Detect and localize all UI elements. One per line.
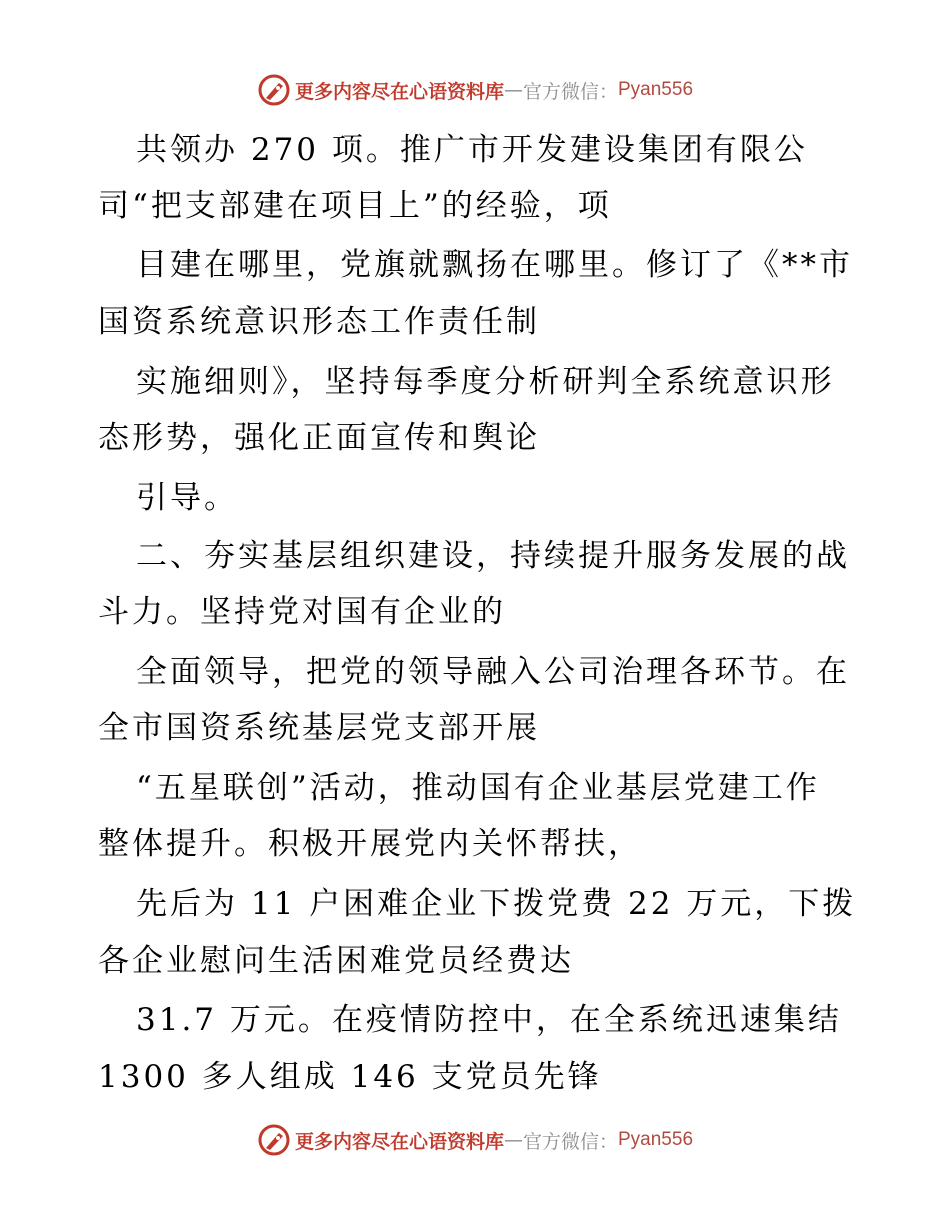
watermark-dash: — (503, 1129, 523, 1151)
text-line: “五星联创”活动，推动国有企业基层党建工作 (136, 770, 820, 806)
text-line: 司“把支部建在项目上”的经验，项 (98, 188, 612, 224)
watermark-sub-text: 官方微信： (522, 1130, 618, 1153)
pen-nib-seal-icon (257, 73, 291, 107)
text-line: 二、夯实基层组织建设，持续提升服务发展的战 (136, 538, 850, 574)
text-line: 各企业慰问生活困难党员经费达 (98, 943, 574, 979)
watermark-main-text: 更多内容尽在心语资料库 (294, 1130, 504, 1153)
text-line: 31.7 万元。在疫情防控中，在全系统迅速集结 (136, 1002, 842, 1038)
text-line: 整体提升。积极开展党内关怀帮扶， (98, 826, 642, 862)
watermark-wechat-id: Pyan556 (618, 79, 694, 100)
text-line: 实施细则》，坚持每季度分析研判全系统意识形 (136, 364, 835, 400)
text-line: 全面领导，把党的领导融入公司治理各环节。在 (136, 654, 850, 690)
footer-watermark (0, 1120, 950, 1160)
watermark-dash: — (503, 79, 523, 101)
text-line: 斗力。坚持党对国有企业的 (98, 594, 506, 630)
text-line: 国资系统意识形态工作责任制 (98, 304, 540, 340)
watermark-sub-text: 官方微信： (522, 80, 618, 103)
header-watermark (0, 70, 950, 110)
text-line: 1300 多人组成 146 支党员先锋 (98, 1059, 602, 1095)
text-line: 先后为 11 户困难企业下拨党费 22 万元，下拨 (136, 886, 857, 922)
watermark-main-text: 更多内容尽在心语资料库 (294, 80, 504, 103)
text-line: 全市国资系统基层党支部开展 (98, 710, 540, 746)
watermark-wechat-id: Pyan556 (618, 1129, 694, 1150)
text-line: 目建在哪里，党旗就飘扬在哪里。修订了《**市 (136, 247, 853, 283)
text-line: 共领办 270 项。推广市开发建设集团有限公 (136, 132, 808, 168)
text-line: 态形势，强化正面宣传和舆论 (98, 420, 540, 456)
pen-nib-seal-icon (257, 1123, 291, 1157)
text-line: 引导。 (136, 480, 238, 516)
